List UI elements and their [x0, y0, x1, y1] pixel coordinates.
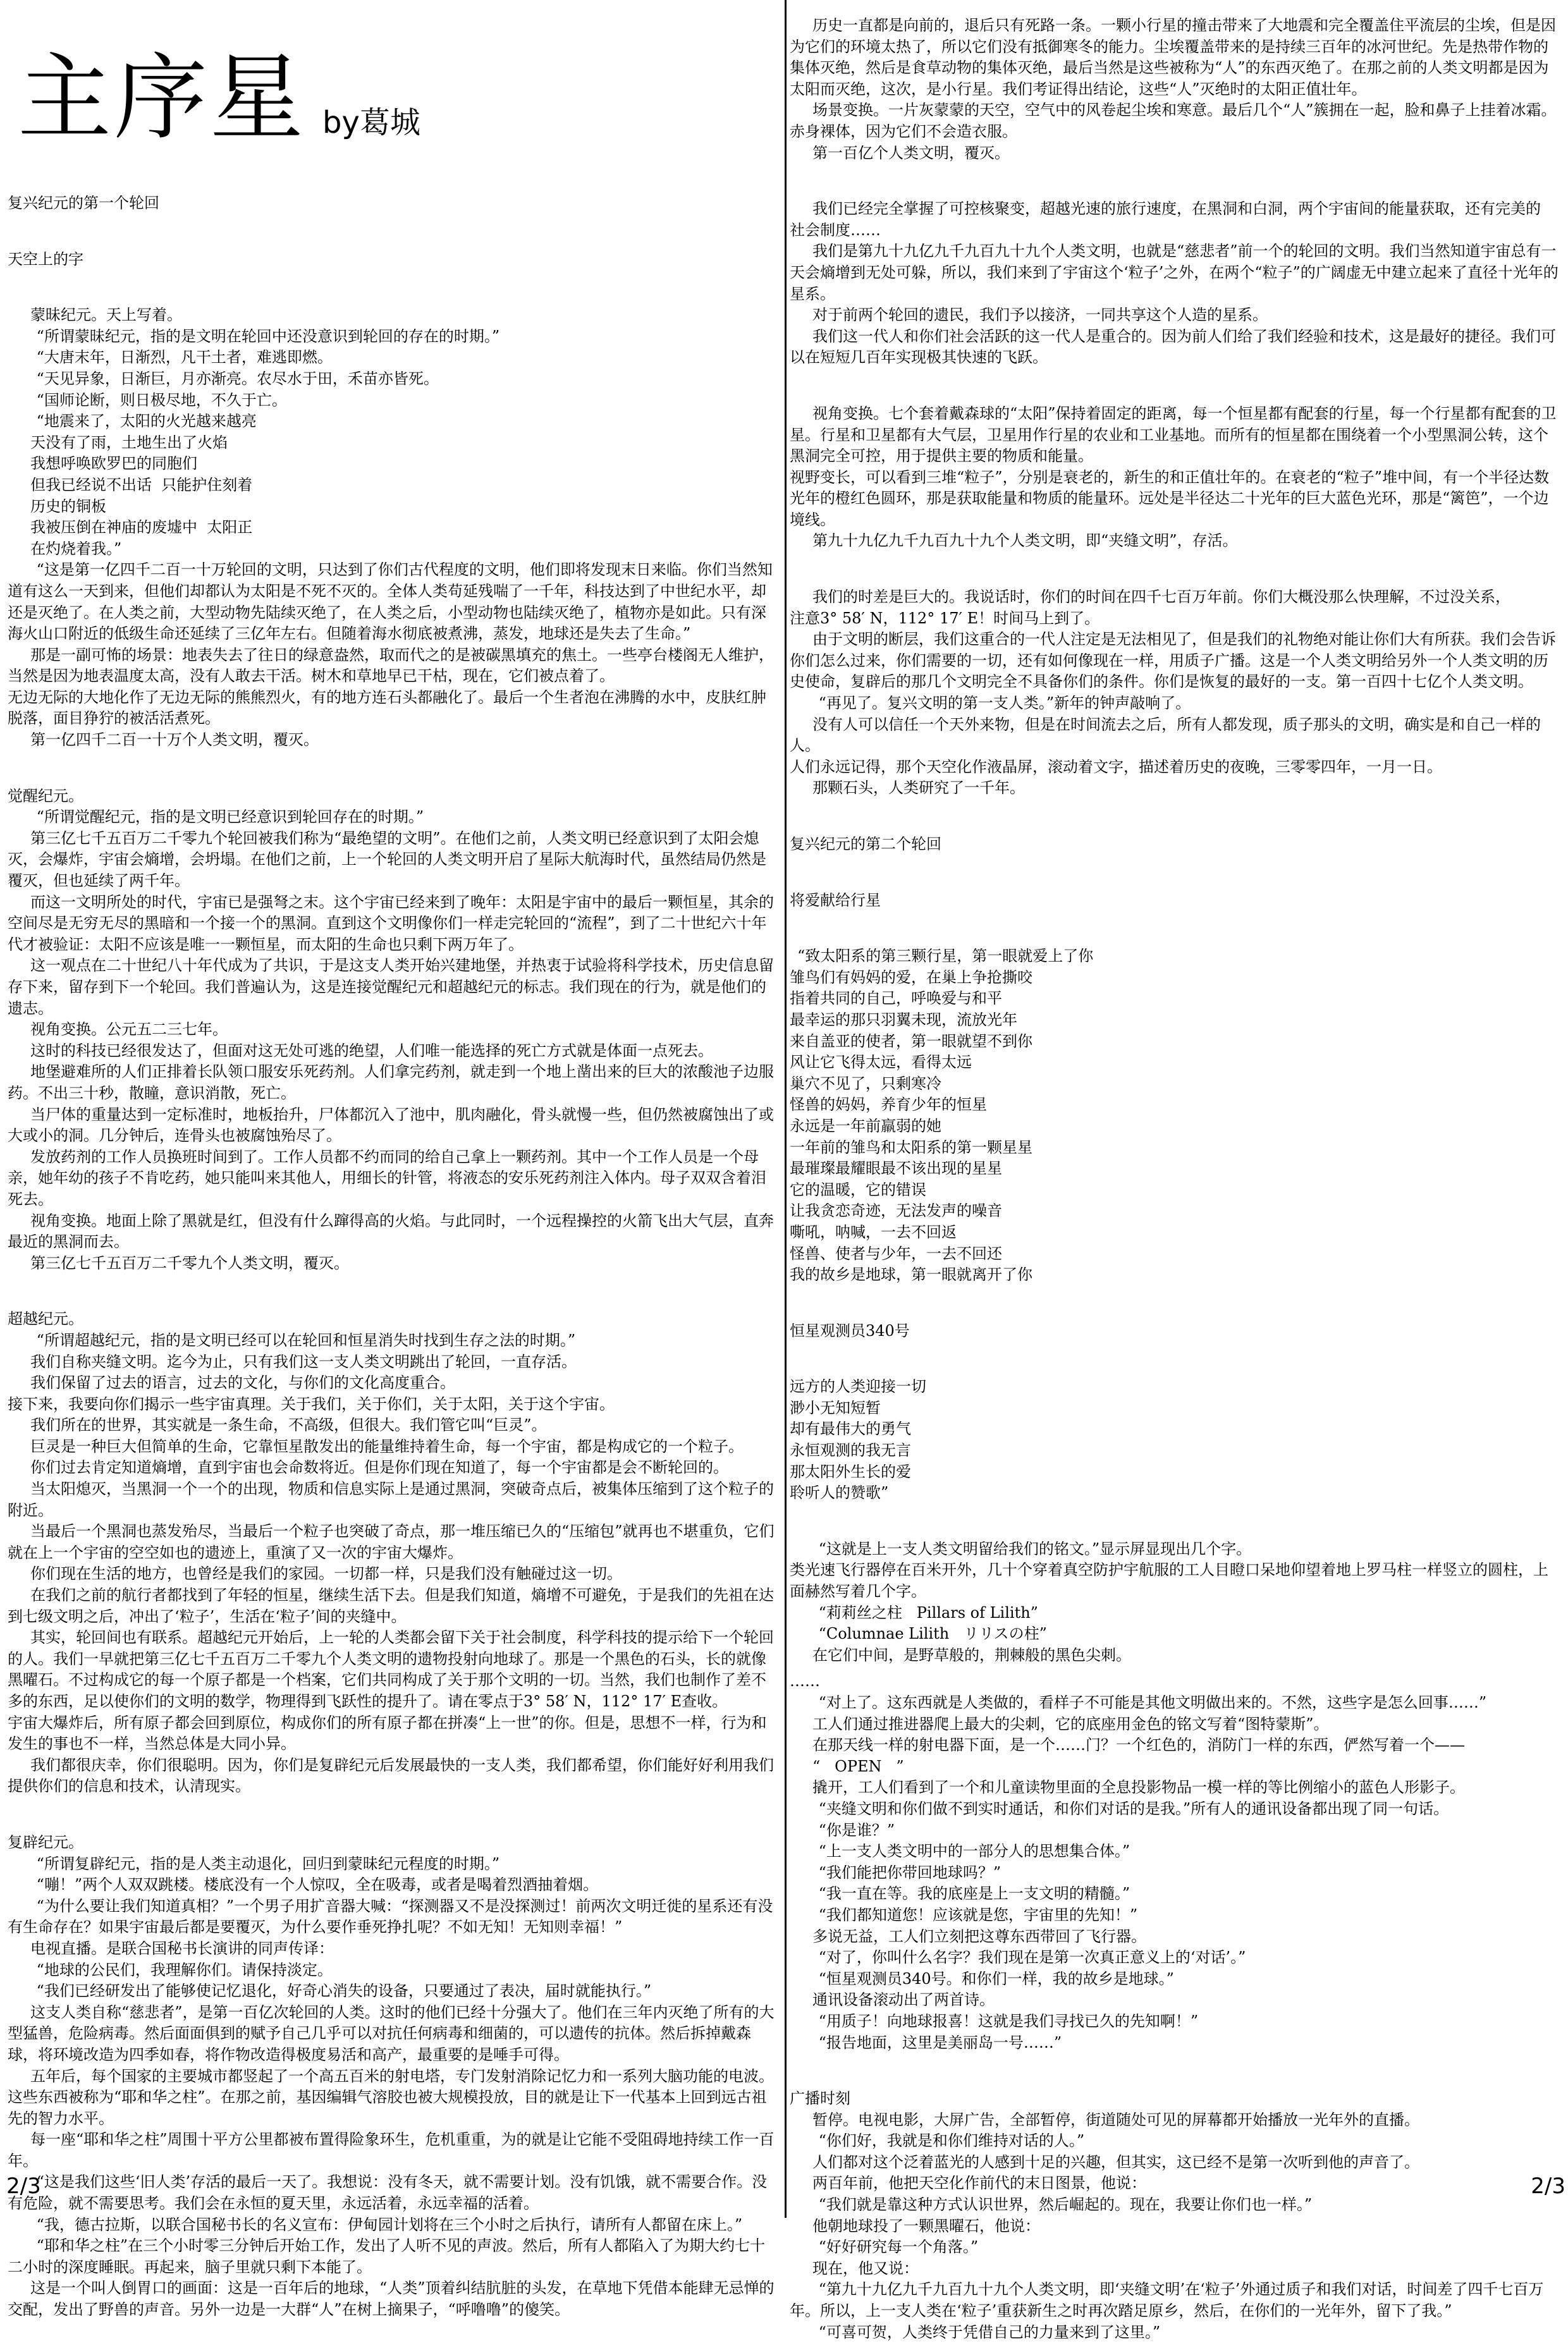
paragraph: 那颗石头，人类研究了一千年。: [812, 779, 1025, 797]
paragraph: 你们现在生活的地方，也曾经是我们的家园。一切都一样，只是我们没有触碰过这一切。: [30, 1565, 622, 1583]
paragraph: 无边无际的大地化作了无边无际的熊熊烈火，有的地方连石头都融化了。最后一个生者泡在沸腾的水中，皮肤红肿脱落，面目狰狞的被活活煮死。: [8, 688, 766, 728]
poem-line: 最璀璨最耀眼最不该出现的星星: [790, 1159, 1002, 1178]
paragraph: “嘣！”两个人双双跳楼。楼底没有一个人惊叹，全在吸毒，或者是喝着烈酒抽着烟。: [36, 1876, 599, 1894]
poem-line: 那太阳外生长的爱: [790, 1462, 911, 1481]
paragraph: 他朝地球投了一颗黑曜石，他说：: [812, 2217, 1040, 2235]
paragraph: 这支人类自称“慈悲者”，是第一百亿次轮回的人类。这时的他们已经十分强大了。他们在三年内灭绝了所有的大型猛兽，危险病毒。然后面面俱到的赋予自己几乎可以对抗任何病毒和细菌的，可以遗传的抗体。然后拆掉戴森球，将环境改造为四季如春，将作物改造得极度易活和高产，最重要的是唾手可得。: [8, 2003, 775, 2064]
paragraph: “好好研究每一个角落。”: [818, 2238, 979, 2256]
poem-line: 我被压倒在神庙的废墟中 太阳正: [30, 518, 253, 537]
paragraph: 我们所在的世界，其实就是一条生命，不高级，但很大。我们管它叫“巨灵”。: [30, 1416, 547, 1435]
page-number: 2/3: [1531, 2174, 1565, 2199]
paragraph: “夹缝文明和你们做不到实时通话，和你们对话的是我。”所有人的通讯设备都出现了同一句话。: [818, 1799, 1449, 1818]
paragraph: 我们都很庆幸，你们很聪明。因为，你们是复辟纪元后发展最快的一支人类，我们都希望，你们能好好利用我们提供你们的信息和技术，认清现实。: [8, 1756, 774, 1795]
paragraph: 现在，他又说：: [812, 2259, 919, 2277]
paragraph: 视角变换。地面上除了黑就是红，但没有什么蹿得高的火焰。与此同时，一个远程操控的火箭飞出大气层，直奔最近的黑洞而去。: [8, 1211, 774, 1251]
paragraph: 工人们通过推进器爬上最大的尖刺，它的底座用金色的铭文写着“图特蒙斯”。: [812, 1715, 1329, 1733]
paragraph: “我一直在等。我的底座是上一支文明的精髓。”: [818, 1885, 1130, 1903]
page-number: 2/3: [6, 2174, 41, 2199]
paragraph: “上一支人类文明中的一部分人的思想集合体。”: [818, 1842, 1130, 1861]
paragraph: 这时的科技已经很发达了，但面对这无处可逃的绝望，人们唯一能选择的死亡方式就是体面一点死去。: [30, 1041, 713, 1060]
chapter-heading: 广播时刻: [790, 2089, 850, 2108]
paragraph: 当太阳熄灭，当黑洞一个一个的出现，物质和信息实际上是通过黑洞，突破奇点后，被集体压缩到了这个粒子的附近。: [8, 1480, 774, 1519]
poem-line: 渺小无知短暂: [790, 1398, 881, 1417]
paragraph: 而这一文明所处的时代，宇宙已是强弩之末。这个宇宙已经来到了晚年：太阳是宇宙中的最后一颗恒星，其余的空间尽是无穷无尽的黑暗和一个接一个的黑洞。直到这个文明像你们一样走完轮回的“流程”，到了二十世纪六十年代才被验证：太阳不应该是唯一一颗恒星，而太阳的生命也只剩下两万年了。: [8, 893, 774, 953]
poem-line: 雏鸟们有妈妈的爱，在巢上争抢撕咬: [790, 968, 1032, 986]
chapter-heading: 恒星观测员340号: [790, 1321, 910, 1340]
paragraph: 通讯设备滚动出了两首诗。: [812, 1991, 995, 2009]
poem-line: 嘶吼，呐喊，一去不回返: [790, 1223, 957, 1241]
poem-line: 它的温暖，它的错误: [790, 1180, 926, 1199]
paragraph: “第九十九亿九千九百九十九个人类文明，即‘夹缝文明’在‘粒子’外通过质子和我们对话，时间差了四千七百万年。所以，上一支人类在‘粒子’重获新生之时再次踏足原乡，然后，在你们的一光年外，留下了我。”: [790, 2280, 1544, 2320]
era-heading: 觉醒纪元。: [8, 786, 83, 805]
document-title: 主序星: [18, 44, 306, 152]
paragraph: 巨灵是一种巨大但简单的生命，它靠恒星散发出的能量维持着生命，每一个宇宙，都是构成它的一个粒子。: [30, 1437, 744, 1455]
paragraph: 注意3° 58′ N，112° 17′ E！时间马上到了。: [790, 609, 1100, 627]
paragraph: “大唐末年，日渐烈，凡干土者，难逃即燃。: [36, 348, 333, 367]
poem-line: 在灼烧着我。”: [30, 539, 122, 558]
paragraph: “这是第一亿四千二百一十万轮回的文明，只达到了你们古代程度的文明，他们即将发现末日来临。你们当然知道有这么一天到来，但他们却都认为太阳是不死不灭的。全体人类苟延残喘了一千年，科技达到了中世纪水平，却还是灭绝了。在人类之前，大型动物先陆续灭绝了，在人类之后，小型动物也陆续灭绝了，植物亦是如此。只有深海火山口附近的低级生命还延续了三亿年左右。但随着海水彻底被煮沸，蒸发，地球还是失去了生命。”: [8, 561, 773, 643]
ellipsis-break: ……: [790, 1672, 820, 1691]
paragraph: 撬开，工人们看到了一个和儿童读物里面的全息投影物品一模一样的等比例缩小的蓝色人形影子。: [812, 1778, 1465, 1797]
paragraph: 两百年前，他把天空化作前代的末日图景，他说：: [812, 2174, 1146, 2193]
title-block: [8, 25, 780, 152]
poem-line: “致太阳系的第三颗行星，第一眼就爱上了你: [797, 947, 1094, 965]
paragraph: “所谓蒙昧纪元，指的是文明在轮回中还没意识到轮回的存在的时期。”: [36, 327, 500, 345]
paragraph: “恒星观测员340号。和你们一样，我的故乡是地球。”: [818, 1969, 1174, 1988]
era-heading: 复辟纪元。: [8, 1833, 83, 1851]
paragraph: 地堡避难所的人们正排着长队领口服安乐死药剂。人们拿完药剂，就走到一个地上凿出来的巨大的浓酸池子边服药。不出三十秒，散瞳，意识消散，死亡。: [8, 1063, 774, 1102]
poem-line: 巢穴不见了，只剩寒冷: [790, 1074, 941, 1092]
poem-line: 来自盖亚的使者，第一眼就望不到你: [790, 1032, 1032, 1050]
paragraph: 第九十九亿九千九百九十九个人类文明，即“夹缝文明”，存活。: [812, 532, 1238, 550]
paragraph: 发放药剂的工作人员换班时间到了。工作人员都不约而同的给自己拿上一颗药剂。其中一个工作人员是一个母亲，她年幼的孩子不肯吃药，她只能叫来其他人，用细长的针管，将液态的安乐死药剂注入体内。母子双双含着泪死去。: [8, 1147, 766, 1208]
poem-line: 天没有了雨，土地生出了火焰: [30, 433, 228, 451]
poem-line: 风让它飞得太远，看得太远: [790, 1053, 972, 1072]
paragraph: 视角变换。七个套着戴森球的“太阳”保持着固定的距离，每一个恒星都有配套的行星，每一个行星都有配套的卫星。行星和卫星都有大气层，卫星用作行星的农业和工业基地。而所有的恒星都在围绕着一个小型黑洞公转，这个黑洞完全可控，用于提供主要的物质和能量。: [790, 404, 1557, 465]
poem-line: 怪兽的妈妈，养育少年的恒星: [790, 1096, 987, 1114]
paragraph: 暂停。电视电影，大屏广告，全部暂停，街道随处可见的屏幕都开始播放一光年外的直播。: [812, 2110, 1419, 2129]
paragraph: “我们都知道您！应该就是您，宇宙里的先知！”: [818, 1906, 1138, 1924]
paragraph: 电视直播。是联合国秘书长演讲的同声传译：: [30, 1939, 334, 1957]
paragraph: 我们这一代人和你们社会活跃的这一代人是重合的。因为前人们给了我们经验和技术，这是最好的捷径。我们可以在短短几百年实现极其快速的飞跃。: [790, 327, 1556, 367]
paragraph: 第三亿七千五百万二千零九个人类文明，覆灭。: [30, 1254, 349, 1272]
door-label: “ OPEN ”: [812, 1757, 904, 1775]
paragraph: 这是一个叫人倒胃口的画面：这是一百年后的地球，“人类”顶着纠结肮脏的头发，在草地下凭借本能肆无忌惮的交配，发出了野兽的声音。另外一边是一大群“人”在树上摘果子，“呼噜噜”的傻笑。: [8, 2279, 775, 2319]
paragraph: “你是谁？”: [818, 1821, 895, 1839]
paragraph: 你们过去肯定知道熵增，直到宇宙也会命数将近。但是你们现在知道了，每一个宇宙都是会不断轮回的。: [30, 1459, 728, 1477]
left-column: [0, 0, 785, 2319]
poem-line: 却有最伟大的勇气: [790, 1420, 911, 1438]
paragraph: “这就是上一支人类文明留给我们的铭文。”显示屏显现出几个字。: [818, 1539, 1252, 1558]
paragraph: 在那天线一样的射电器下面，是一个……门？一个红色的，消防门一样的东西，俨然写着一个——: [812, 1736, 1465, 1754]
paragraph: “我们就是靠这种方式认识世界，然后崛起的。现在，我要让你们也一样。”: [818, 2196, 1313, 2214]
poem-line: 永远是一年前羸弱的她: [790, 1116, 941, 1135]
paragraph: “对了，你叫什么名字？我们现在是第一次真正意义上的‘对话’。”: [818, 1948, 1246, 1967]
poem-line: 永恒观测的我无言: [790, 1441, 911, 1460]
poem-line: 怪兽、使者与少年，一去不回还: [790, 1244, 1002, 1263]
poem-line: 远方的人类迎接一切: [790, 1378, 926, 1396]
paragraph: 类光速飞行器停在百米开外，几十个穿着真空防护宇航服的工人目瞪口呆地仰望着地上罗马柱一样竖立的圆柱，上面赫然写着几个字。: [790, 1561, 1548, 1601]
inscription: “Columnae Lilith リリスの柱”: [818, 1625, 1047, 1643]
poem-line: 但我已经说不出话 只能护住刻着: [30, 475, 253, 494]
paragraph: 人们永远记得，那个天空化作液晶屏，滚动着文字，描述着历史的夜晚，三零零四年，一月一日。: [790, 757, 1442, 776]
paragraph: 社会制度……: [790, 221, 881, 239]
paragraph: 视野变长，可以看到三堆“粒子”，分别是衰老的，新生的和正值壮年的。在衰老的“粒子”堆中间，有一个半径达数光年的橙红色圆环，那是获取能量和物质的能量环。远处是半径达二十光年的巨大蓝色光环，那是“篱笆”，一个边境线。: [790, 468, 1550, 529]
paragraph: 五年后，每个国家的主要城市都竖起了一个高五百米的射电塔，专门发射消除记忆力和一系列大脑功能的电波。这些东西被称为“耶和华之柱”。在那之前，基因编辑气溶胶也被大规模投放，目的就是让下一代基本上回到远古祖先的智力水平。: [8, 2067, 774, 2127]
author-byline: by葛城: [322, 105, 420, 140]
paragraph: 对于前两个轮回的遗民，我们予以接济，一同共享这个人造的星系。: [812, 306, 1268, 324]
paragraph: “报告地面，这里是美丽岛一号……”: [818, 2033, 1062, 2052]
paragraph: 没有人可以信任一个天外来物，但是在时间流去之后，所有人都发现，质子那头的文明，确实是和自己一样的人。: [790, 715, 1541, 755]
paragraph: 在它们中间，是野草般的，荆棘般的黑色尖刺。: [812, 1646, 1131, 1664]
paragraph: 当尸体的重量达到一定标准时，地板抬升，尸体都沉入了池中，肌肉融化，骨头就慢一些，但仍然被腐蚀出了或大或小的洞。几分钟后，连骨头也被腐蚀殆尽了。: [8, 1105, 774, 1145]
paragraph: “你们好，我就是和你们维持对话的人。”: [818, 2132, 1085, 2150]
paragraph: “地球的公民们，我理解你们。请保持淡定。: [36, 1961, 333, 1979]
paragraph: 每一座“耶和华之柱”周围十平方公里都被布置得险象环生，危机重重，为的就是让它能不受阻碍地持续工作一百年。: [8, 2131, 775, 2170]
paragraph: “我，德古拉斯，以联合国秘书长的名义宣布：伊甸园计划将在三个小时之后执行，请所有人都留在床上。”: [36, 2215, 743, 2234]
inscription: “莉莉丝之柱 Pillars of Lilith”: [818, 1603, 1038, 1622]
paragraph: “可喜可贺，人类终于凭借自己的力量来到了这里。”: [818, 2323, 1161, 2341]
section-heading: 复兴纪元的第二个轮回: [790, 835, 941, 853]
right-column: [785, 0, 1568, 2341]
paragraph: “对上了。这东西就是人类做的，看样子不可能是其他文明做出来的。不然，这些字是怎么回事……”: [818, 1694, 1487, 1711]
paragraph: 接下来，我要向你们揭示一些宇宙真理。关于我们，关于你们，关于太阳，关于这个宇宙。: [8, 1395, 615, 1413]
paragraph: 当最后一个黑洞也蒸发殆尽，当最后一个粒子也突破了奇点，那一堆压缩已久的“压缩包”就再也不堪重负，它们就在上一个宇宙的空空如也的遗迹上，重演了又一次的宇宙大爆炸。: [8, 1522, 775, 1562]
poem-line: 最幸运的那只羽翼未现，流放光年: [790, 1010, 1017, 1029]
paragraph: 我们的时差是巨大的。我说话时，你们的时间在四千七百万年前。你们大概没那么快理解，不过没关系，: [812, 588, 1510, 606]
paragraph: 其实，轮回间也有联系。超越纪元开始后，上一轮的人类都会留下关于社会制度，科学科技的提示给下一个轮回的人。我们一早就把第三亿七千五百万二千零九个人类文明的遗物投射向地球了。那是一个黑色的石头，长的就像黑曜石。不过构成它的每一个原子都是一个档案，它们共同构成了关于那个文明的一切。当然，我们也制作了差不多的东西，足以使你们的文明的数学，物理得到飞跃性的提升了。请在零点于3° 58′ N，112° 17′ E查收。: [8, 1629, 774, 1710]
paragraph: 在我们之前的航行者都找到了年轻的恒星，继续生活下去。但是我们知道，熵增不可避免，于是我们的先祖在达到七级文明之后，冲出了‘粒子’，生活在‘粒子’间的夹缝中。: [8, 1586, 774, 1625]
paragraph: 多说无益，工人们立刻把这尊东西带回了飞行器。: [812, 1927, 1146, 1945]
paragraph: 这一观点在二十世纪八十年代成为了共识，于是这支人类开始兴建地堡，并热衷于试验将科学技术，历史信息留存下来，留存到下一个轮回。我们普遍认为，这是连接觉醒纪元和超越纪元的标志。我们现在的行为，就是他们的遗志。: [8, 957, 774, 1017]
paragraph: “地震来了，太阳的火光越来越亮: [36, 412, 257, 431]
paragraph: 蒙昧纪元。天上写着。: [30, 306, 182, 324]
paragraph: 第一百亿个人类文明，覆灭。: [812, 144, 1010, 162]
paragraph: 那是一副可怖的场景：地表失去了往日的绿意盎然，取而代之的是被碳黑填充的焦土。一些亭台楼阁无人维护，当然是因为地表温度太高，没有人敢去干活。树木和草地早已干枯，现在，它们被点着了。: [8, 645, 774, 685]
poem-line: 聆听人的赞歌”: [790, 1484, 889, 1502]
paragraph: 历史一直都是向前的，退后只有死路一条。一颗小行星的撞击带来了大地震和完全覆盖住平流层的尘埃，但是因为它们的环境太热了，所以它们没有抵御寒冬的能力。尘埃覆盖带来的是持续三百年的冰河世纪。先是热带作物的集体灭绝，然后是食草动物的集体灭绝，最后当然是这些被称为“人”的东西灭绝了。在那之前的人类文明都是因为太阳而灭绝，这次，是小行星。我们考证得出结论，这些“人”灭绝时的太阳正值壮年。: [790, 16, 1556, 98]
poem-line: 一年前的雏鸟和太阳系的第一颗星星: [790, 1138, 1032, 1156]
poem-line: 让我贪恋奇迹，无法发声的噪音: [790, 1202, 1002, 1220]
paragraph: “所谓超越纪元，指的是文明已经可以在轮回和恒星消失时找到生存之法的时期。”: [36, 1331, 576, 1349]
section-heading: 复兴纪元的第一个轮回: [8, 194, 159, 212]
paragraph: “我们已经研发出了能够使记忆退化，好奇心消失的设备，只要通过了表决，届时就能执行。”: [36, 1982, 652, 2000]
paragraph: “再见了。复兴文明的第一支人类。”新年的钟声敲响了。: [818, 694, 1191, 713]
poem-line: 我想呼唤欧罗巴的同胞们: [30, 455, 197, 473]
paragraph: “所谓复辟纪元，指的是人类主动退化，回归到蒙昧纪元程度的时期。”: [36, 1854, 500, 1873]
paragraph: “用质子！向地球报喜！这就是我们寻找已久的先知啊！”: [818, 2012, 1199, 2030]
paragraph: “这是我们这些‘旧人类’存活的最后一天了。我想说：没有冬天，就不需要计划。没有饥饿，就不需要合作。没有危险，就不需要思考。我们会在永恒的夏天里，永远活着，永远幸福的活着。: [8, 2173, 768, 2213]
paragraph: 我们是第九十九亿九千九百九十九个人类文明，也就是“慈悲者”前一个的轮回的文明。我们当然知道宇宙总有一天会熵增到无处可躲，所以，我们来到了宇宙这个‘粒子’之外，在两个“粒子”的广阔虚无中建立起来了直径十光年的星系。: [790, 242, 1559, 303]
paragraph: 由于文明的断层，我们这重合的一代人注定是无法相见了，但是我们的礼物绝对能让你们大有所获。我们会告诉你们怎么过来，你们需要的一切，还有如何像现在一样，用质子广播。这是一个人类文明给另外一个人类文明的历史使命，复辟后的那几个文明完全不具备你们的条件。你们是恢复的最好的一支。第一百四十七亿个人类文明。: [790, 630, 1556, 691]
paragraph: “我们能把你带回地球吗？”: [818, 1863, 1001, 1881]
paragraph: 我们自称夹缝文明。迄今为止，只有我们这一支人类文明跳出了轮回，一直存活。: [30, 1352, 577, 1371]
paragraph: “国师论断，则日极尽地，不久于亡。: [36, 391, 287, 409]
paragraph: 我们保留了过去的语言，过去的文化，与你们的文化高度重合。: [30, 1374, 455, 1392]
era-heading: 超越纪元。: [8, 1310, 83, 1328]
paragraph: 第三亿七千五百万二千零九个轮回被我们称为“最绝望的文明”。在他们之前，人类文明已经意识到了太阳会熄灭，会爆炸，宇宙会熵增，会坍塌。在他们之前，上一个轮回的人类文明开启了星际大航海时代，虽然结局仍然是覆灭，但也延续了两千年。: [8, 829, 766, 890]
paragraph: 我们已经完全掌握了可控核聚变，超越光速的旅行速度，在黑洞和白洞，两个宇宙间的能量获取，还有完美的: [812, 200, 1541, 218]
paragraph: 场景变换。一片灰蒙蒙的天空，空气中的风卷起尘埃和寒意。最后几个“人”簇拥在一起，脸和鼻子上挂着冰霜。赤身裸体，因为它们不会造衣服。: [790, 101, 1557, 140]
poem-line: 历史的铜板: [30, 497, 106, 515]
paragraph: “天见异象，日渐巨，月亦渐亮。农尽水于田，禾苗亦皆死。: [36, 369, 439, 388]
paragraph: “为什么要让我们知道真相？”一个男子用扩音器大喊：“探测器又不是没探测过！前两次文明迁徙的星系还有没有生命存在？如果宇宙最后都是要覆灭，为什么要作垂死挣扎呢？不如无知！无知则幸福！”: [8, 1897, 773, 1936]
paragraph: “耶和华之柱”在三个小时零三分钟后开始工作，发出了人听不见的声波。然后，所有人都陷入了为期大约七十二小时的深度睡眠。再起来，脑子里就只剩下本能了。: [8, 2237, 766, 2276]
chapter-heading: 将爱献给行星: [790, 891, 881, 909]
poem-line: 指着共同的自己，呼唤爱与和平: [790, 989, 1002, 1008]
paragraph: “所谓觉醒纪元，指的是文明已经意识到轮回存在的时期。”: [36, 808, 424, 826]
paragraph: 宇宙大爆炸后，所有原子都会回到原位，构成你们的所有原子都在拼凑“上一世”的你。但是，思想不一样，行为和发生的事也不一样，当然总体是大同小异。: [8, 1713, 767, 1753]
paragraph: 人们都对这个泛着蓝光的人感到十足的兴趣，但其实，这已经不是第一次听到他的声音了。: [812, 2153, 1419, 2171]
poem-line: 我的故乡是地球，第一眼就离开了你: [790, 1266, 1032, 1284]
paragraph: 第一亿四千二百一十万个人类文明，覆灭。: [30, 731, 319, 749]
paragraph: 视角变换。公元五二三七年。: [30, 1020, 228, 1039]
chapter-heading: 天空上的字: [8, 250, 83, 268]
